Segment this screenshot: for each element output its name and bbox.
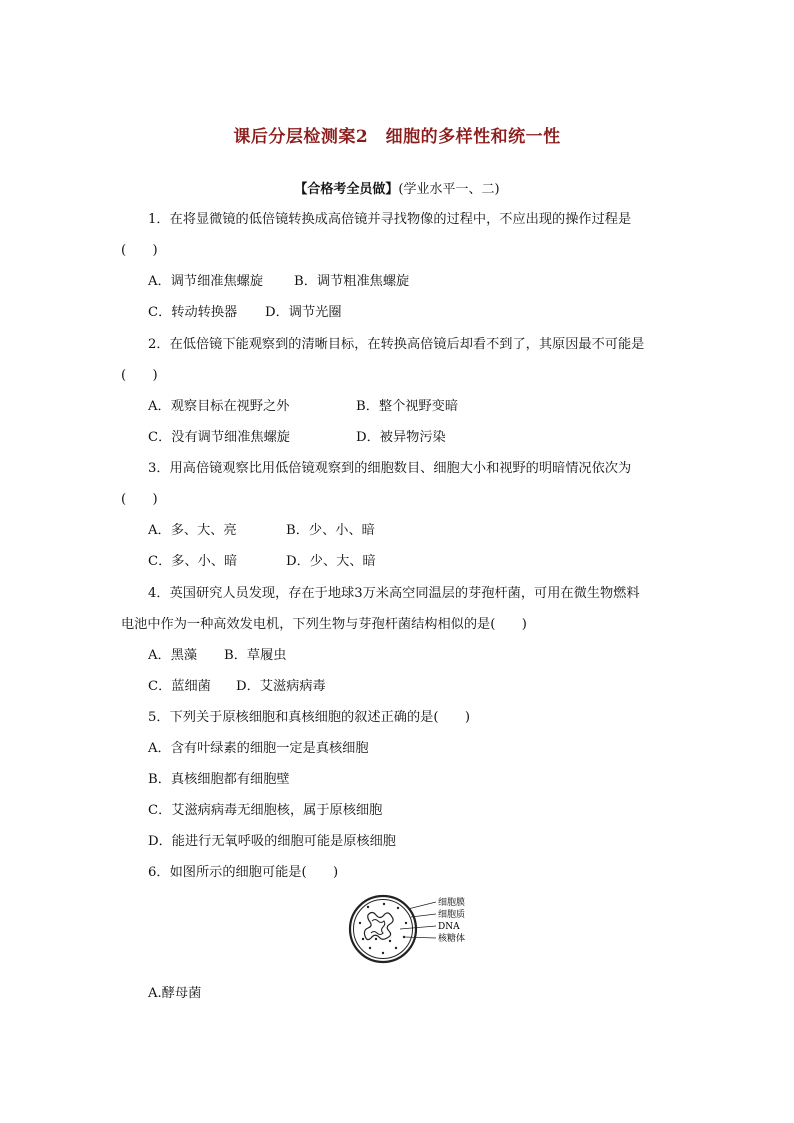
document-title: 课后分层检测案2 细胞的多样性和统一性 xyxy=(233,127,561,147)
question-1-option-c: C．转动转换器 xyxy=(148,305,238,320)
question-1-stem-line2: ( ) xyxy=(121,243,158,258)
question-1-option-b: B．调节粗准焦螺旋 xyxy=(294,274,410,289)
dna-strand xyxy=(364,913,393,940)
question-2-option-d: D．被异物污染 xyxy=(356,430,446,445)
question-5-stem-line1: 5．下列关于原核细胞和真核细胞的叙述正确的是( ) xyxy=(148,710,470,725)
question-1-stem-line1: 1．在将显微镜的低倍镜转换成高倍镜并寻找物像的过程中，不应出现的操作过程是 xyxy=(148,212,632,227)
label-cell-membrane: 细胞膜 xyxy=(438,898,466,908)
section-heading-bold: 【合格考全员做】 xyxy=(294,182,399,197)
question-3-option-b: B．少、小、暗 xyxy=(286,523,375,538)
question-4-stem-line2: 电池中作为一种高效发电机，下列生物与芽孢杆菌结构相似的是( ) xyxy=(121,617,527,632)
question-3-stem-line2: ( ) xyxy=(121,492,158,507)
label-ribosome: 核糖体 xyxy=(438,934,466,944)
question-6-option-a: A.酵母菌 xyxy=(148,986,202,1001)
question-2-option-c: C．没有调节细准焦螺旋 xyxy=(148,430,290,445)
question-4-option-a: A．黑藻 xyxy=(148,648,198,663)
question-6-stem-line1: 6．如图所示的细胞可能是( ) xyxy=(148,865,339,880)
question-2-option-b: B．整个视野变暗 xyxy=(356,399,459,414)
question-4-option-c: C．蓝细菌 xyxy=(148,679,211,694)
question-1-option-a: A．调节细准焦螺旋 xyxy=(148,274,264,289)
question-2-stem-line2: ( ) xyxy=(121,368,158,383)
question-4-option-d: D．艾滋病病毒 xyxy=(236,679,326,694)
prokaryotic-cell-diagram xyxy=(348,893,478,965)
question-5-option-b: B．真核细胞都有细胞壁 xyxy=(148,772,290,787)
section-heading-level: (学业水平一、二) xyxy=(398,182,500,197)
question-3-stem-line1: 3．用高倍镜观察比用低倍镜观察到的细胞数目、细胞大小和视野的明暗情况依次为 xyxy=(148,461,632,476)
question-2-option-a: A．观察目标在视野之外 xyxy=(148,399,290,414)
question-5-option-a: A．含有叶绿素的细胞一定是真核细胞 xyxy=(148,741,369,756)
question-4-stem-line1: 4．英国研究人员发现，存在于地球3万米高空同温层的芽孢杆菌，可用在微生物燃料 xyxy=(148,586,640,601)
section-heading xyxy=(0,178,794,197)
question-2-stem-line1: 2．在低倍镜下能观察到的清晰目标，在转换高倍镜后却看不到了，其原因最不可能是 xyxy=(148,337,645,352)
label-cytoplasm: 细胞质 xyxy=(438,910,466,920)
dna-strand-inner xyxy=(371,920,385,935)
label-leader-lines xyxy=(400,902,436,938)
question-5-option-c: C．艾滋病病毒无细胞核，属于原核细胞 xyxy=(148,803,383,818)
question-4-option-b: B．草履虫 xyxy=(224,648,287,663)
question-3-option-d: D．少、大、暗 xyxy=(286,554,376,569)
question-1-option-d: D．调节光圈 xyxy=(265,305,342,320)
question-5-option-d: D．能进行无氧呼吸的细胞可能是原核细胞 xyxy=(148,834,396,849)
question-3-option-a: A．多、大、亮 xyxy=(148,523,237,538)
label-dna: DNA xyxy=(438,922,460,932)
question-3-option-c: C．多、小、暗 xyxy=(148,554,238,569)
